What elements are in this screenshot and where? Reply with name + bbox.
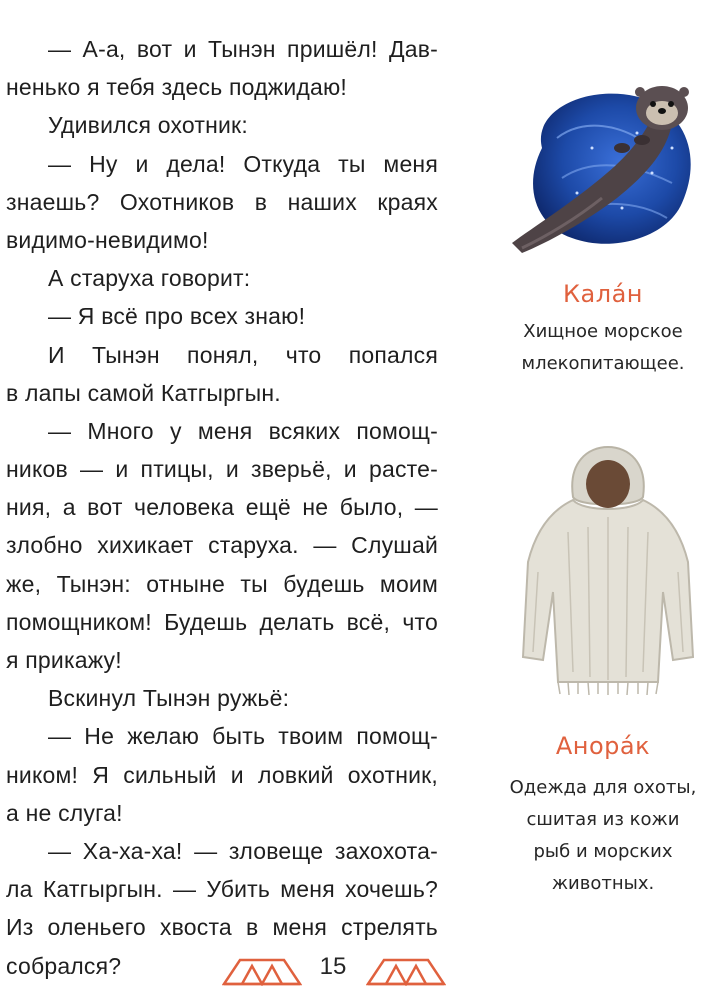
definition-line: Хищное морское xyxy=(523,321,683,342)
definition-line: сшитая из кожи xyxy=(526,809,680,830)
story-line: ненько я тебя здесь поджидаю! xyxy=(6,74,348,101)
story-line: ла Катгыргын. — Убить меня хочешь? xyxy=(6,876,438,903)
story-line: — А-а, вот и Тынэн пришёл! Дав- xyxy=(48,36,438,62)
story-line: — Я всё про всех знаю! xyxy=(48,303,306,330)
story-line: а не слуга! xyxy=(6,799,123,826)
sea-otter-illustration xyxy=(502,78,702,258)
glossary-definition-kalan xyxy=(490,316,716,380)
story-line: ния, а вот человека ещё не было, — xyxy=(6,494,438,521)
story-line: знаешь? Охотников в наших краях xyxy=(6,188,438,215)
story-line: в лапы самой Катгыргын. xyxy=(6,379,281,406)
definition-line: животных. xyxy=(551,873,655,894)
page-footer xyxy=(0,950,716,990)
story-line: видимо-невидимо! xyxy=(6,226,209,253)
story-line: — Ха-ха-ха! — зловеще захохота- xyxy=(48,837,438,864)
glossary-term-kalan: Кала́н xyxy=(563,280,643,308)
story-line: же, Тынэн: отныне ты будешь моим xyxy=(6,570,438,597)
story-line: А старуха говорит: xyxy=(48,265,251,292)
glossary-sidebar xyxy=(490,0,716,1000)
story-line: Удивился охотник: xyxy=(48,112,248,139)
definition-line: рыб и морских xyxy=(533,841,673,862)
story-text xyxy=(6,30,438,985)
page-number: 15 xyxy=(319,953,347,980)
story-line: я прикажу! xyxy=(6,647,122,673)
story-line: собрался? xyxy=(6,952,122,979)
story-line: Вскинул Тынэн ружьё: xyxy=(48,685,290,712)
story-line: помощником! Будешь делать всё, что xyxy=(6,608,438,635)
story-line: ников — и птицы, и зверьё, и расте- xyxy=(6,456,438,483)
glossary-term-anorak: Анора́к xyxy=(555,732,651,760)
story-line: — Ну и дела! Откуда ты меня xyxy=(48,150,438,177)
story-line: злобно хихикает старуха. — Слушай xyxy=(6,532,438,559)
right-ornament-icon xyxy=(366,958,446,986)
story-line: ником! Я сильный и ловкий охотник, xyxy=(6,761,438,788)
definition-line: млекопитающее. xyxy=(521,353,685,374)
story-line: Из оленьего хвоста в меня стрелять xyxy=(6,914,438,941)
glossary-definition-anorak xyxy=(490,772,716,900)
anorak-illustration xyxy=(518,442,698,697)
definition-line: Одежда для охоты, xyxy=(509,777,697,798)
left-ornament-icon xyxy=(222,958,302,986)
story-line: — Много у меня всяких помощ- xyxy=(48,417,438,444)
story-line: И Тынэн понял, что попался xyxy=(48,341,438,368)
story-line: — Не желаю быть твоим помощ- xyxy=(48,723,438,750)
